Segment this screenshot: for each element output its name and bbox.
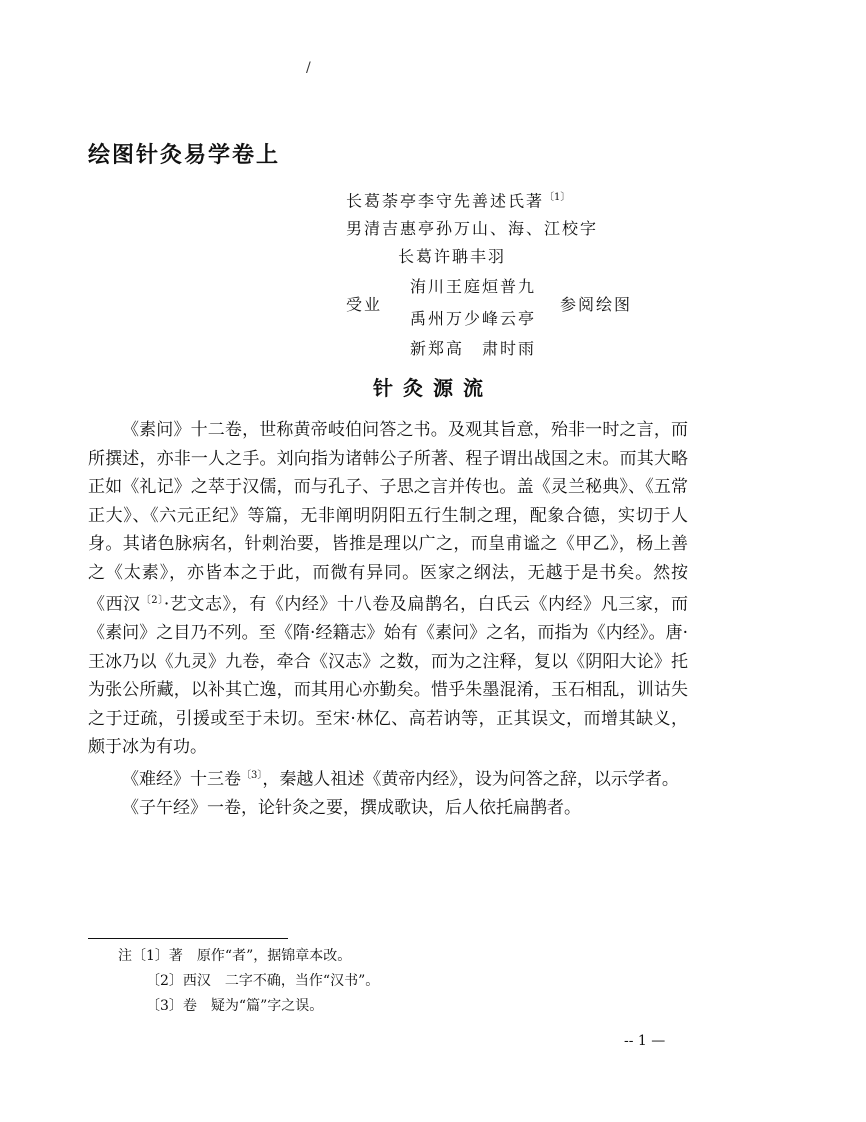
footnotes [118, 944, 379, 1019]
canyue-label: 参阅绘图 [560, 295, 633, 314]
paragraph-text: 《素问》十二卷，世称黄帝岐伯问答之书。及观其旨意，殆非一时之言，而所撰述，亦非一人之手。刘向指为诸韩公子所著、程子谓出战国之末。而其大略正如《礼记》之萃于汉儒，而与孔子、子思之言并传也。盖《灵兰秘典》、《五常正大》、《六元正纪》等篇，无非阐明阴阳五行生制之理，配象合德，实切于人身。其诸色脉病名，针刺治要，皆推是理以广之，而皇甫谧之《甲乙》，杨上善之《太素》，亦皆本之于此，而微有异同。医家之纲法，无越于是书矣。然按《西汉 [88, 420, 688, 615]
page-number: -- 1 — [624, 1033, 666, 1049]
author-line [346, 188, 570, 211]
note-ref-2: 〔2〕 [140, 595, 164, 606]
paragraph-suwen [88, 416, 688, 762]
body-text [88, 416, 688, 822]
footnote-2: 〔2〕西汉 二字不确，当作“汉书”。 [146, 973, 380, 989]
paragraph-ziwujing: 《子午经》一卷，论针灸之要，撰成歌诀，后人依托扁鹊者。 [122, 797, 581, 818]
editors-line: 男清吉惠亭孙万山、海、江校字 [346, 219, 599, 238]
author-text: 长葛荼亭李守先善述氏著 [346, 191, 545, 211]
editor-xu-line: 长葛许聃丰羽 [398, 247, 507, 266]
student-wang-line: 洧川王庭烜普九 [410, 277, 537, 296]
footnote-1: 注〔1〕著 原作“者”，据锦章本改。 [118, 948, 352, 964]
student-wan-line: 禹州万少峰云亭 [410, 309, 537, 328]
author-note-ref: 〔1〕 [544, 192, 571, 203]
paragraph-text: ，秦越人祖述《黄帝内经》，设为问答之辞，以示学者。 [262, 769, 679, 790]
student-gao-line: 新郑高 肃时雨 [410, 339, 537, 358]
footnote-divider [88, 938, 288, 939]
stray-mark: / [306, 60, 311, 76]
paragraph-text: 《难经》十三卷 [122, 769, 241, 790]
footnote-3: 〔3〕卷 疑为“篇”字之误。 [146, 998, 324, 1014]
page-title: 绘图针灸易学卷上 [88, 143, 281, 168]
paragraph-nanjing [88, 762, 688, 794]
section-heading: 针灸源流 [373, 376, 493, 400]
paragraph-text: ·艺文志》，有《内经》十八卷及扁鹊名，白氏云《内经》凡三家，而《素问》之目乃不列。至《隋·经籍志》始有《素问》之名，而指为《内经》。唐·王冰乃以《九灵》九卷，牵合《汉志》之数，而为之注释，复以《阴阳大论》托为张公所藏，以补其亡逸，而其用心亦勤矣。惜乎朱墨混淆，玉石相乱，训诂失之于迂疏，引援或至于未切。至宋·林亿、高若讷等，正其误文，而增其缺义，颇于冰为有功。 [88, 594, 688, 758]
note-ref-3: 〔3〕 [241, 769, 263, 781]
shouye-label: 受业 [346, 295, 383, 314]
